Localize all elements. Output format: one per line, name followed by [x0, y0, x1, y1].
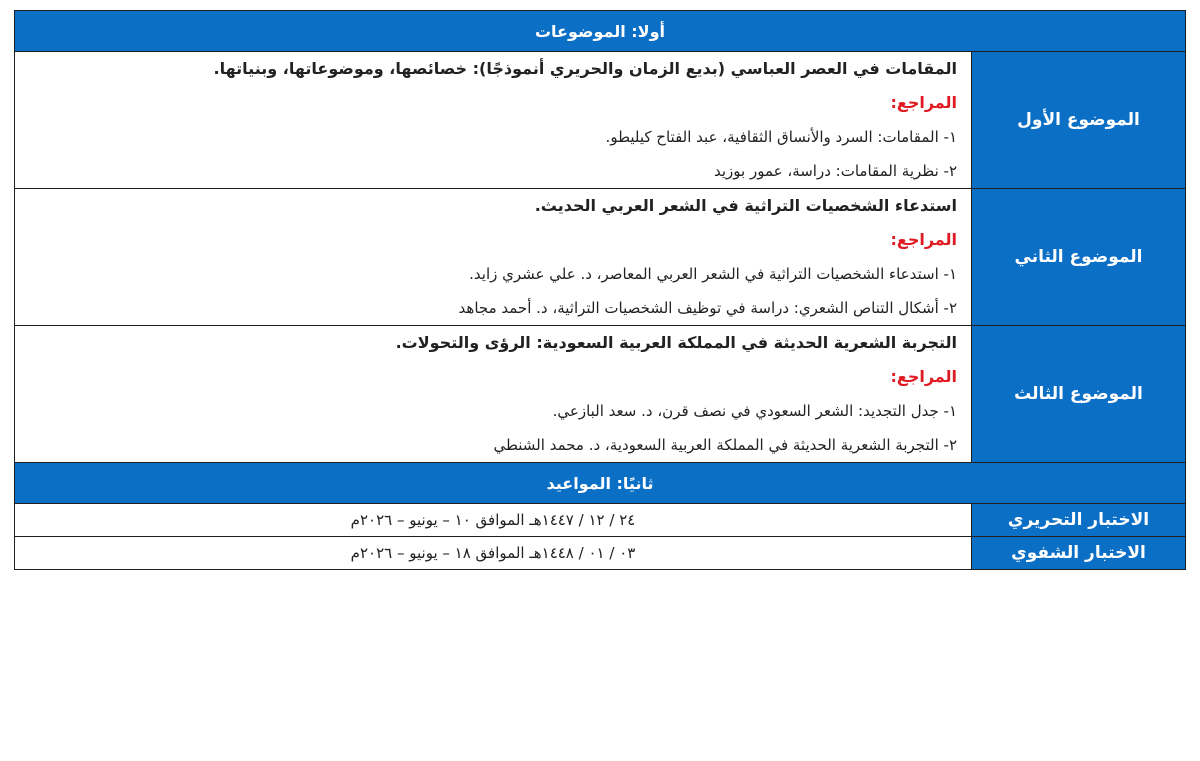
topics-header-row [15, 11, 1186, 52]
schedule-label: الاختبار التحريري [972, 504, 1186, 537]
reference-item: ١- جدل التجديد: الشعر السعودي في نصف قرن، د. سعد البازعي. [552, 402, 957, 420]
schedule-header: ثانيًا: المواعيد [15, 463, 1186, 504]
topics-schedule-table [14, 10, 1186, 570]
reference-item: ١- المقامات: السرد والأنساق الثقافية، عبد الفتاح كيليطو. [605, 128, 957, 146]
topic-title: استدعاء الشخصيات التراثية في الشعر العربي الحديث. [534, 196, 957, 215]
topic-content [15, 52, 972, 189]
reference-item: ١- استدعاء الشخصيات التراثية في الشعر العربي المعاصر، د. علي عشري زايد. [469, 265, 957, 283]
schedule-row [15, 504, 1186, 537]
topic-row [15, 52, 1186, 189]
topic-title: المقامات في العصر العباسي (بديع الزمان والحريري أنموذجًا): خصائصها، وموضوعاتها، وبنياتها. [213, 59, 957, 78]
references-label: المراجع: [890, 93, 957, 112]
topic-row [15, 326, 1186, 463]
reference-item: ٢- نظرية المقامات: دراسة، عمور بوزيد [713, 162, 957, 180]
schedule-header-row [15, 463, 1186, 504]
topic-content [15, 189, 972, 326]
topic-label: الموضوع الأول [972, 52, 1186, 189]
schedule-date: ٢٤ / ١٢ / ١٤٤٧هـ الموافق ١٠ – يونيو – ٢٠٢٦م [15, 504, 972, 537]
topic-row [15, 189, 1186, 326]
topic-label: الموضوع الثاني [972, 189, 1186, 326]
reference-item: ٢- أشكال التناص الشعري: دراسة في توظيف الشخصيات التراثية، د. أحمد مجاهد [458, 299, 957, 317]
topic-title: التجربة الشعرية الحديثة في المملكة العربية السعودية: الرؤى والتحولات. [395, 333, 957, 352]
topic-label: الموضوع الثالث [972, 326, 1186, 463]
schedule-date: ٠٣ / ٠١ / ١٤٤٨هـ الموافق ١٨ – يونيو – ٢٠٢٦م [15, 537, 972, 570]
schedule-label: الاختبار الشفوي [972, 537, 1186, 570]
references-label: المراجع: [890, 230, 957, 249]
schedule-row [15, 537, 1186, 570]
topic-content [15, 326, 972, 463]
exam-topics-document [14, 10, 1186, 570]
references-label: المراجع: [890, 367, 957, 386]
topics-header: أولا: الموضوعات [15, 11, 1186, 52]
reference-item: ٢- التجربة الشعرية الحديثة في المملكة العربية السعودية، د. محمد الشنطي [493, 436, 957, 454]
